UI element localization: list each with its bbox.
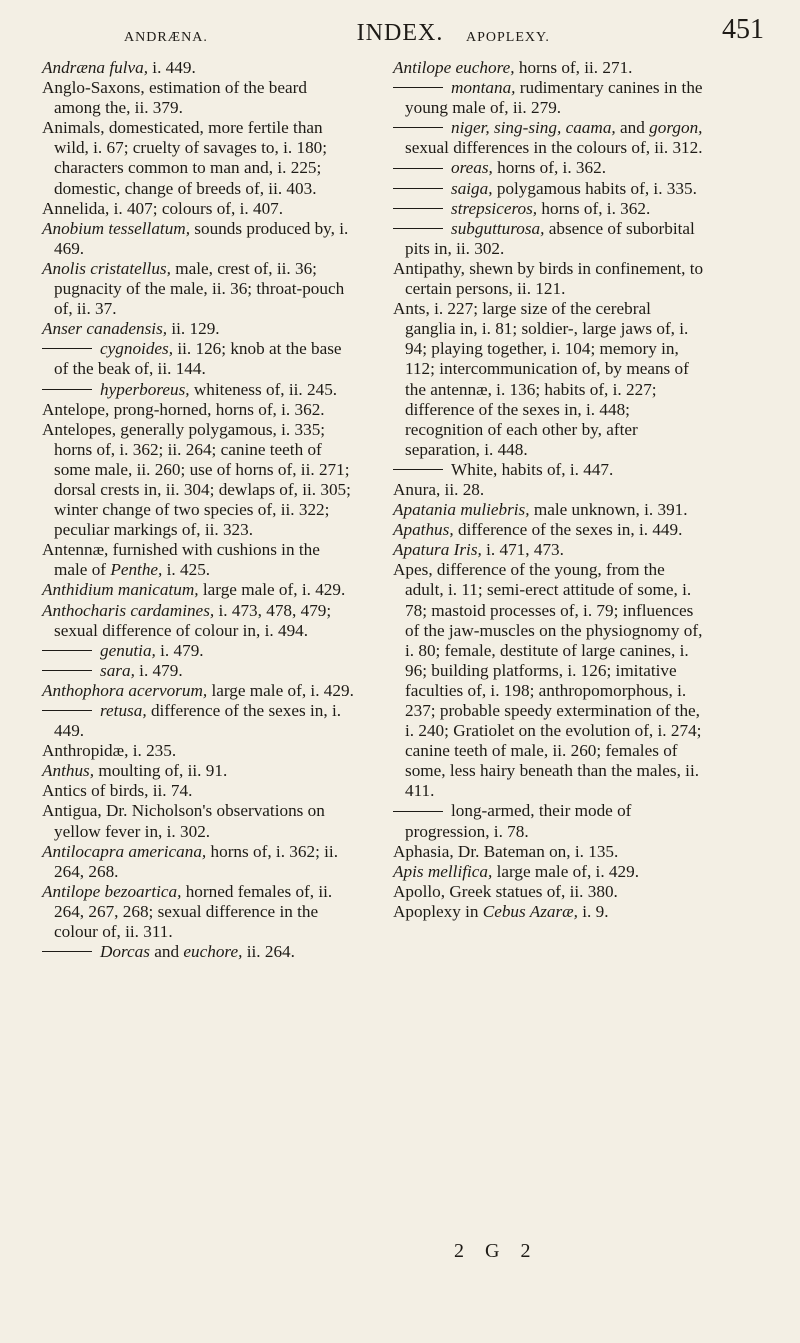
- index-entry: [42, 761, 354, 781]
- index-entry: [393, 78, 705, 118]
- index-entry: [42, 259, 354, 319]
- ditto-dash: [393, 811, 443, 812]
- entry-text: horns of, ii. 271.: [514, 58, 633, 77]
- entry-text: horns of, i. 362; ii. 264, 268.: [54, 841, 338, 881]
- entry-text: Ants, i. 227; large size of the cerebral ganglia in, i. 81; soldier-, large jaws of, i. 94; playing together, i. 104; memory in, 112; intercommunication of, by means of the antennæ, i. 136; habits of, i. 227; difference of the sexes in, i. 448; recognition of each other by, after separation, i. 448.: [393, 299, 689, 459]
- ditto-dash: [393, 168, 443, 169]
- index-entry: [393, 299, 705, 460]
- ditto-dash: [393, 188, 443, 189]
- index-entry: [393, 158, 705, 178]
- index-entry: [42, 339, 354, 379]
- entry-term: Anthidium manicatum,: [42, 580, 199, 600]
- entry-text: and: [615, 118, 650, 138]
- entry-term: Anthus,: [42, 761, 95, 781]
- entry-text: Apes, difference of the young, from the adult, i. 11; semi-erect attitude of some, i. 78; mastoid processes of, i. 79; influences of the jaw-muscles on the physiognomy of, i. 80; female, destitute of large canines, i. 96; building platforms, i. 126; imitative faculties of, i. 198; anthropomorphous, i. 237; probable speedy extermination of the, i. 240; Gratiolet on the evolution of, i. 274; canine teeth of male, ii. 260; females of some, less hairy beneath than the males, ii. 411.: [393, 560, 703, 801]
- signature-mark: 2 G 2: [454, 1240, 539, 1262]
- index-entry: [393, 118, 705, 158]
- entry-term: Apathus,: [393, 520, 454, 540]
- entry-term: Penthe,: [110, 560, 163, 580]
- entry-text: Aphasia, Dr. Bateman on, i. 135.: [393, 841, 619, 861]
- index-entry: [393, 540, 705, 560]
- index-entry: [393, 500, 705, 520]
- index-entry: [42, 882, 354, 942]
- entry-text: long-armed, their mode of progression, i. 78.: [405, 801, 632, 841]
- ditto-dash: [42, 951, 92, 952]
- entry-text: i. 425.: [162, 560, 211, 580]
- index-entry: [42, 420, 354, 541]
- entry-term: Antilope bezoartica,: [42, 881, 182, 901]
- entry-term: Antilocapra americana,: [42, 841, 207, 861]
- index-entry: [42, 319, 354, 339]
- entry-term: Anthocharis cardamines,: [42, 600, 215, 620]
- index-entry: [393, 560, 705, 801]
- entry-text: Apoplexy in: [393, 901, 483, 921]
- entry-text: sexual differences in the colours of, ii. 312.: [405, 138, 703, 158]
- entry-text: ii. 129.: [167, 319, 220, 339]
- index-entry: [42, 781, 354, 801]
- entry-text: Antelope, prong-horned, horns of, i. 362.: [42, 399, 325, 419]
- index-entry: [42, 701, 354, 741]
- ditto-dash: [42, 389, 92, 390]
- entry-term: gorgon,: [649, 118, 703, 138]
- entry-term: euchore,: [183, 942, 243, 962]
- entry-term: strepsiceros,: [451, 198, 538, 218]
- ditto-dash: [393, 228, 443, 229]
- entry-term: Anser canadensis,: [42, 319, 168, 339]
- entry-text: horns of, i. 362.: [537, 198, 651, 218]
- index-entry: [393, 520, 705, 540]
- index-entry: [393, 801, 705, 841]
- entry-term: Apatura Iris,: [393, 540, 482, 560]
- entry-text: large male of, i. 429.: [198, 580, 346, 600]
- entry-term: Anolis cristatellus,: [42, 258, 171, 278]
- index-column-left: [42, 58, 354, 962]
- index-entry: [42, 661, 354, 681]
- entry-term: genutia,: [100, 640, 156, 660]
- index-entry: [393, 862, 705, 882]
- entry-text: large male of, i. 429.: [207, 680, 354, 700]
- entry-text: male unknown, i. 391.: [529, 500, 688, 520]
- header-title: INDEX.: [356, 20, 444, 46]
- entry-term: hyperboreus,: [100, 379, 190, 399]
- index-column-right: [393, 58, 705, 922]
- entry-text: difference of the sexes in, i. 449.: [54, 701, 342, 741]
- entry-text: i. 9.: [577, 901, 609, 921]
- index-entry: [393, 480, 705, 500]
- entry-text: Apollo, Greek statues of, ii. 380.: [393, 881, 618, 901]
- entry-text: whiteness of, ii. 245.: [189, 379, 338, 399]
- entry-text: male, crest of, ii. 36; pugnacity of the male, ii. 36; throat-pouch of, ii. 37.: [54, 258, 345, 319]
- entry-text: and: [149, 942, 184, 962]
- ditto-dash: [42, 670, 92, 671]
- index-entry: [42, 400, 354, 420]
- entry-term: sara,: [100, 660, 135, 680]
- index-entry: [393, 259, 705, 299]
- ditto-dash: [42, 650, 92, 651]
- entry-text: absence of suborbital pits in, ii. 302.: [405, 218, 695, 258]
- index-entry: [393, 842, 705, 862]
- entry-term: Antilope euchore,: [393, 58, 515, 77]
- running-header: [0, 12, 800, 52]
- index-entry: [42, 801, 354, 841]
- entry-term: cygnoides,: [100, 339, 174, 359]
- index-entry: [42, 540, 354, 580]
- entry-text: Antigua, Dr. Nicholson's observations on yellow fever in, i. 302.: [42, 801, 325, 841]
- index-entry: [42, 78, 354, 118]
- index-entry: [42, 380, 354, 400]
- entry-text: i. 479.: [134, 660, 183, 680]
- index-entry: [42, 580, 354, 600]
- ditto-dash: [393, 208, 443, 209]
- index-entry: [42, 58, 354, 78]
- entry-term: saiga,: [451, 178, 493, 198]
- entry-text: difference of the sexes in, i. 449.: [453, 520, 683, 540]
- index-entry: [42, 681, 354, 701]
- page-number: 451: [722, 14, 764, 45]
- entry-text: Anthropidæ, i. 235.: [42, 741, 177, 761]
- index-entry: [42, 219, 354, 259]
- entry-text: i. 471, 473.: [481, 540, 564, 560]
- entry-term: Andræna fulva,: [42, 58, 148, 77]
- entry-text: sounds produced by, i. 469.: [54, 218, 349, 258]
- entry-text: i. 479.: [155, 640, 204, 660]
- index-entry: [42, 118, 354, 198]
- entry-text: horned females of, ii. 264, 267, 268; sexual difference in the colour of, ii. 311.: [54, 881, 333, 942]
- entry-term: niger, sing-sing, caama,: [451, 118, 616, 138]
- entry-term: subgutturosa,: [451, 218, 545, 238]
- entry-text: Anglo-Saxons, estimation of the beard among the, ii. 379.: [42, 78, 307, 118]
- index-entry: [393, 902, 705, 922]
- entry-text: ii. 264.: [242, 942, 295, 962]
- ditto-dash: [393, 469, 443, 470]
- entry-text: Anura, ii. 28.: [393, 479, 485, 499]
- entry-term: Anobium tessellatum,: [42, 218, 190, 238]
- entry-text: ii. 126; knob at the base of the beak of, ii. 144.: [54, 339, 342, 379]
- entry-text: Antics of birds, ii. 74.: [42, 781, 193, 801]
- entry-text: Animals, domesticated, more fertile than wild, i. 67; cruelty of savages to, i. 180; characters common to man and, i. 225; domestic, change of breeds of, ii. 403.: [42, 118, 328, 198]
- entry-text: i. 473, 478, 479; sexual difference of colour in, i. 494.: [54, 600, 332, 640]
- entry-term: Dorcas: [100, 942, 150, 962]
- ditto-dash: [42, 348, 92, 349]
- entry-term: Apatania muliebris,: [393, 500, 530, 520]
- index-entry: [393, 882, 705, 902]
- entry-text: rudimentary canines in the young male of, ii. 279.: [405, 78, 703, 118]
- index-entry: [393, 179, 705, 199]
- entry-text: Antennæ, furnished with cushions in the male of: [42, 540, 320, 580]
- index-entry: [42, 842, 354, 882]
- entry-text: White, habits of, i. 447.: [451, 459, 614, 479]
- entry-term: Anthophora acervorum,: [42, 680, 208, 700]
- index-entry: [393, 219, 705, 259]
- entry-term: montana,: [451, 78, 516, 98]
- entry-text: horns of, i. 362.: [492, 158, 607, 178]
- index-entry: [42, 641, 354, 661]
- ditto-dash: [393, 87, 443, 88]
- index-entry: [42, 741, 354, 761]
- entry-term: oreas,: [451, 158, 493, 178]
- entry-text: Antelopes, generally polygamous, i. 335; horns of, i. 362; ii. 264; canine teeth of some male, ii. 260; use of horns of, ii. 271; dorsal crests in, ii. 304; dewlaps of, ii. 305; winter change of two species of, ii. 322; peculiar markings of, ii. 323.: [42, 419, 351, 540]
- index-entry: [393, 460, 705, 480]
- index-entry: [393, 199, 705, 219]
- entry-term: retusa,: [100, 701, 147, 720]
- index-entry: [42, 601, 354, 641]
- entry-term: Cebus Azaræ,: [482, 901, 578, 921]
- entry-term: Apis mellifica,: [393, 861, 493, 881]
- entry-text: Antipathy, shewn by birds in confinement, to certain persons, ii. 121.: [393, 258, 704, 299]
- index-entry: [42, 199, 354, 219]
- ditto-dash: [42, 710, 92, 711]
- entry-text: moulting of, ii. 91.: [94, 761, 228, 781]
- index-entry: [393, 58, 705, 78]
- entry-text: polygamous habits of, i. 335.: [492, 178, 697, 198]
- header-right-guide-word: APOPLEXY.: [466, 30, 550, 45]
- header-left-guide-word: ANDRÆNA.: [124, 30, 208, 45]
- index-entry: [42, 942, 354, 962]
- entry-text: large male of, i. 429.: [492, 861, 639, 881]
- entry-text: Annelida, i. 407; colours of, i. 407.: [42, 198, 284, 218]
- ditto-dash: [393, 127, 443, 128]
- entry-text: i. 449.: [148, 58, 196, 77]
